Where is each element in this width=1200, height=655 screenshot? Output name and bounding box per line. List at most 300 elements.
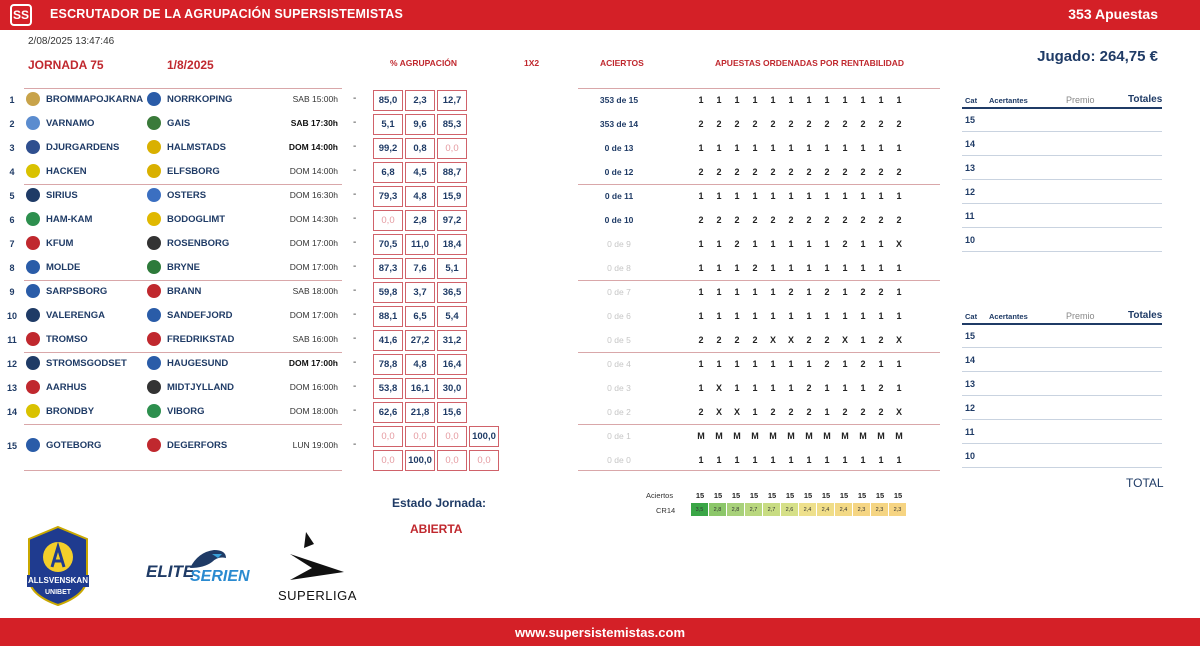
bet-sign: 2 [824,119,830,129]
row-separator [578,352,940,353]
match-number: 4 [9,167,15,177]
bet-sign: 1 [770,191,776,201]
prize-category: 11 [965,427,975,437]
bet-sign: 1 [896,455,902,465]
bet-sign: 1 [824,95,830,105]
bet-sign: 2 [842,167,848,177]
match-number: 15 [6,441,17,451]
prize-row [962,372,1162,396]
percentage-cell: 18,4 [437,234,467,255]
bet-sign: 2 [806,119,812,129]
home-team: KFUM [46,238,74,249]
row-separator [578,470,940,471]
bet-sign: 1 [806,263,812,273]
bet-sign: M [697,431,705,441]
col-header-aciertos: ACIERTOS [600,58,644,68]
home-team: VALERENGA [46,310,105,321]
prize-category: 11 [965,211,975,221]
match-time: DOM 17:00h [289,310,338,320]
match-time: SAB 18:00h [292,286,338,296]
bet-sign: 2 [806,383,812,393]
bet-sign: 1 [806,191,812,201]
match-row [0,280,357,304]
percentage-cell: 30,0 [437,378,467,399]
match-row [0,304,357,328]
away-badge-icon [147,356,161,370]
bet-sign: 2 [770,119,776,129]
bet-sign: 1 [824,383,830,393]
bet-sign: 1 [824,239,830,249]
pleno-percentage-cell: 0,0 [373,450,403,471]
bet-sign: 1 [716,239,722,249]
bet-sign: 1 [860,191,866,201]
bet-sign: 1 [716,455,722,465]
aciertos-count: 353 de 15 [599,95,639,105]
cr-aciertos-value: 15 [767,491,777,500]
bet-sign: 2 [842,407,848,417]
bet-sign: 2 [734,239,740,249]
bet-sign: 1 [788,311,794,321]
prize-row [962,420,1162,444]
prize-category: 14 [965,139,976,149]
home-team: TROMSO [46,334,88,345]
bet-sign: 1 [698,95,704,105]
prize-row [962,324,1162,348]
row-separator [24,280,342,281]
aciertos-count: 0 de 3 [607,383,631,393]
cr-aciertos-value: 15 [839,491,849,500]
percentage-cell: 5,4 [437,306,467,327]
home-badge-icon [26,236,40,250]
home-team: GOTEBORG [46,440,102,451]
bet-sign: 2 [860,287,866,297]
bet-sign: 2 [860,359,866,369]
pleno-percentage-cell: 0,0 [437,450,467,471]
aciertos-count: 0 de 6 [607,311,631,321]
footer-bar [0,618,1200,646]
home-team: SARPSBORG [46,286,108,297]
bet-sign: 1 [860,263,866,273]
match-number: 10 [6,311,17,321]
col-header-agrupacion: % AGRUPACIÓN [390,58,458,68]
percentage-cell: 0,8 [405,138,435,159]
home-badge-icon [26,356,40,370]
bet-sign: 1 [716,191,722,201]
bet-sign: 2 [806,215,812,225]
prize-category: 10 [965,451,976,461]
bet-sign: 1 [878,455,884,465]
away-badge-icon [147,236,161,250]
bet-sign: 1 [896,311,902,321]
total-label: TOTAL [1126,476,1164,490]
away-badge-icon [147,284,161,298]
bet-sign: 2 [734,215,740,225]
percentage-cell: 62,6 [373,402,403,423]
bet-sign: 1 [860,383,866,393]
bet-sign: 1 [788,359,794,369]
match-row [0,376,357,400]
home-badge-icon [26,116,40,130]
cr-aciertos-value: 15 [803,491,813,500]
prize-category: 10 [965,235,976,245]
pleno-percentage-cell: 0,0 [405,426,435,447]
home-team: BRONDBY [46,406,95,417]
home-badge-icon [26,188,40,202]
match-number: 5 [9,191,15,201]
match-dash: - [353,333,357,344]
bet-sign: 1 [842,455,848,465]
app-logo: SS [10,4,32,26]
bet-sign: 1 [824,263,830,273]
away-team: BODOGLIMT [167,214,226,225]
bet-sign: M [715,431,723,441]
bet-sign: 2 [752,215,758,225]
percentage-cell: 31,2 [437,330,467,351]
bet-sign: 1 [788,455,794,465]
aciertos-count: 0 de 0 [607,455,631,465]
away-team: GAIS [167,118,191,129]
percentage-cell: 36,5 [437,282,467,303]
bet-sign: X [895,407,902,417]
match-number: 13 [6,383,17,393]
bet-sign: 1 [770,263,776,273]
bet-sign: 2 [716,167,722,177]
bet-sign: 1 [896,383,902,393]
bet-sign: 1 [788,383,794,393]
match-dash: - [353,261,357,272]
percentage-cell: 4,5 [405,162,435,183]
bet-sign: 1 [878,311,884,321]
cr14-cell: 2,8 [709,503,727,516]
bet-sign: 2 [878,215,884,225]
percentage-cell: 5,1 [437,258,467,279]
bet-sign: 2 [806,335,812,345]
match-number: 6 [9,215,15,225]
prize-row [962,396,1162,420]
bet-sign: 1 [878,359,884,369]
bet-sign: 1 [842,191,848,201]
prize-row [962,156,1162,180]
pleno-percentage-cell: 0,0 [469,450,499,471]
bet-sign: 1 [716,143,722,153]
bet-sign: 1 [788,191,794,201]
bet-sign: 1 [824,311,830,321]
match-number: 11 [7,335,17,345]
match-time: DOM 14:00h [288,142,338,152]
header-bar [0,0,1200,30]
prize-category: 15 [965,115,976,125]
percentage-cell: 97,2 [437,210,467,231]
bet-sign: 1 [896,191,902,201]
match-time: SAB 17:30h [290,118,338,128]
bet-sign: 1 [860,455,866,465]
bet-sign: 1 [752,407,758,417]
aciertos-count: 0 de 4 [607,359,631,369]
serien-text: SERIEN [190,568,250,585]
bet-sign: 2 [878,119,884,129]
away-badge-icon [147,404,161,418]
bet-sign: 1 [824,455,830,465]
match-number: 12 [6,359,17,369]
bet-sign: 2 [734,335,740,345]
row-separator [24,470,342,471]
bet-sign: 1 [752,191,758,201]
percentage-cell: 11,0 [405,234,435,255]
percentage-cell: 9,6 [405,114,435,135]
match-time: SAB 16:00h [292,334,338,344]
bet-sign: 1 [842,311,848,321]
col-header-apuestas: APUESTAS ORDENADAS POR RENTABILIDAD [715,58,905,68]
match-time: SAB 15:00h [292,94,338,104]
cr-aciertos-value: 15 [713,491,723,500]
home-badge-icon [26,438,40,452]
allsvenskan-logo [25,525,91,607]
match-number: 2 [9,119,15,129]
bet-sign: 1 [878,239,884,249]
fecha-label: 1/8/2025 [167,58,214,72]
match-dash: - [353,237,357,248]
match-row [0,184,357,208]
row-separator [24,184,342,185]
cr14-cell: 2,4 [835,503,853,516]
bet-sign: 1 [788,95,794,105]
prize-category: 13 [965,163,976,173]
bet-sign: 2 [878,167,884,177]
away-team: BRANN [167,286,202,297]
bet-sign: 1 [770,359,776,369]
match-number: 7 [9,239,15,249]
bet-sign: M [823,431,831,441]
percentage-cell: 16,4 [437,354,467,375]
row-separator [578,280,940,281]
match-time: DOM 16:30h [289,190,338,200]
away-badge-icon [147,92,161,106]
cr14-cell: 2,6 [781,503,799,516]
bet-sign: 1 [752,311,758,321]
percentage-cell: 2,3 [405,90,435,111]
bet-sign: 1 [698,143,704,153]
match-row [0,160,357,184]
superliga-mark-icon [276,530,360,586]
cr-aciertos-label: Aciertos [646,491,674,500]
bet-sign: 2 [752,119,758,129]
percentage-cell: 70,5 [373,234,403,255]
bet-sign: 1 [734,143,740,153]
percentage-cell: 15,9 [437,186,467,207]
bet-sign: 1 [752,287,758,297]
prize-row [962,444,1162,468]
home-team: STROMSGODSET [46,358,127,369]
elite-text: ELITE [146,562,195,581]
match-dash: - [353,141,357,152]
aciertos-count: 0 de 9 [607,239,631,249]
bet-sign: 1 [842,287,848,297]
bet-sign: 1 [698,311,704,321]
prize-header-acertantes: Acertantes [989,96,1028,105]
cr14-cell: 2,7 [745,503,763,516]
bet-sign: 2 [806,407,812,417]
cr-aciertos-value: 15 [821,491,831,500]
bet-sign: 1 [860,95,866,105]
bet-sign: 2 [752,335,758,345]
match-time: DOM 18:00h [289,406,338,416]
bet-sign: 2 [824,287,830,297]
home-team: MOLDE [46,262,81,273]
bet-sign: 2 [824,167,830,177]
percentage-cell: 53,8 [373,378,403,399]
bet-sign: 1 [788,239,794,249]
bet-sign: 2 [770,407,776,417]
superliga-logo [276,530,360,606]
home-badge-icon [26,140,40,154]
bet-sign: 1 [734,311,740,321]
bet-sign: 1 [734,383,740,393]
bet-sign: 1 [806,311,812,321]
aciertos-count: 0 de 8 [607,263,631,273]
allsvenskan-text: ALLSVENSKAN [27,576,88,585]
bet-sign: 1 [896,143,902,153]
away-team: OSTERS [167,190,207,201]
away-badge-icon [147,116,161,130]
home-team: BROMMAPOJKARNA [46,94,144,105]
bet-sign: 2 [716,119,722,129]
percentage-cell: 6,5 [405,306,435,327]
bet-sign: 1 [734,263,740,273]
bet-sign: 1 [770,455,776,465]
home-team: HAM-KAM [46,214,93,225]
bet-sign: 1 [698,455,704,465]
bet-sign: 2 [788,287,794,297]
home-team: HACKEN [46,166,87,177]
bet-sign: 2 [896,215,902,225]
match-number: 3 [9,143,15,153]
pleno-row [0,434,357,458]
bet-sign: 1 [860,311,866,321]
match-time: DOM 14:30h [289,214,338,224]
bets-count: 353 Apuestas [1068,6,1158,22]
bet-sign: 1 [770,239,776,249]
match-dash: - [353,117,357,128]
away-team: FREDRIKSTAD [167,334,235,345]
pleno-percentage-cell: 0,0 [437,426,467,447]
bet-sign: 2 [716,215,722,225]
bet-sign: X [733,407,740,417]
bet-sign: 1 [734,191,740,201]
bet-sign: 1 [842,383,848,393]
bet-sign: 1 [698,287,704,297]
match-dash: - [353,93,357,104]
bet-sign: 1 [878,95,884,105]
match-row [0,136,357,160]
estado-label: Estado Jornada: [392,496,487,510]
unibet-text: UNIBET [44,589,72,596]
bet-sign: 2 [842,119,848,129]
cr14-cell: 2,4 [817,503,835,516]
bet-sign: 1 [716,359,722,369]
percentage-cell: 4,8 [405,186,435,207]
match-dash: - [353,165,357,176]
prize-header-premio: Premio [1066,95,1095,105]
match-row [0,112,357,136]
aciertos-count: 0 de 1 [607,431,631,441]
bet-sign: 1 [860,335,866,345]
prize-row [962,228,1162,252]
cr14-cell: 2,7 [763,503,781,516]
aciertos-count: 0 de 10 [604,215,634,225]
superliga-text: SUPERLIGA [278,588,357,603]
bet-sign: 2 [716,335,722,345]
pleno-percentage-cell: 100,0 [469,426,499,447]
match-row [0,328,357,352]
bet-sign: 2 [734,119,740,129]
bet-sign: 2 [824,359,830,369]
bet-sign: 1 [842,359,848,369]
bet-sign: 1 [752,95,758,105]
bet-sign: 1 [842,143,848,153]
bet-sign: 2 [698,119,704,129]
bet-sign: 1 [734,359,740,369]
away-badge-icon [147,332,161,346]
cr-aciertos-value: 15 [695,491,705,500]
bet-sign: 1 [716,263,722,273]
bet-sign: 2 [698,335,704,345]
home-badge-icon [26,260,40,274]
bet-sign: 2 [824,215,830,225]
bet-sign: X [715,383,722,393]
bet-sign: 1 [770,311,776,321]
match-dash: - [353,285,357,296]
home-badge-icon [26,92,40,106]
bet-sign: 2 [842,215,848,225]
cr14-label: CR14 [656,506,676,515]
match-time: DOM 14:00h [289,166,338,176]
home-badge-icon [26,164,40,178]
cr-aciertos-value: 15 [893,491,903,500]
bet-sign: 2 [788,215,794,225]
prize-category: 14 [965,355,976,365]
aciertos-count: 353 de 14 [599,119,639,129]
bet-sign: 2 [698,167,704,177]
percentage-cell: 5,1 [373,114,403,135]
cr14-cell: 2,3 [853,503,871,516]
bet-sign: M [895,431,903,441]
away-team: MIDTJYLLAND [167,382,235,393]
bet-sign: 2 [806,167,812,177]
away-badge-icon [147,308,161,322]
match-row [0,352,357,376]
bet-sign: 1 [752,383,758,393]
bet-sign: 1 [752,455,758,465]
website-link[interactable]: www.supersistemistas.com [514,625,686,640]
cr14-cell: 3,5 [691,503,709,516]
bet-sign: 2 [878,287,884,297]
match-row [0,232,357,256]
home-badge-icon [26,380,40,394]
bet-sign: 1 [878,143,884,153]
bet-sign: 1 [788,143,794,153]
percentage-cell: 88,1 [373,306,403,327]
prize-row [962,204,1162,228]
away-badge-icon [147,164,161,178]
match-dash: - [353,381,357,392]
row-separator [578,424,940,425]
match-time: LUN 19:00h [292,440,338,450]
row-separator [578,184,940,185]
match-time: DOM 16:00h [289,382,338,392]
bet-sign: X [895,335,902,345]
percentage-cell: 15,6 [437,402,467,423]
bet-sign: 1 [716,311,722,321]
